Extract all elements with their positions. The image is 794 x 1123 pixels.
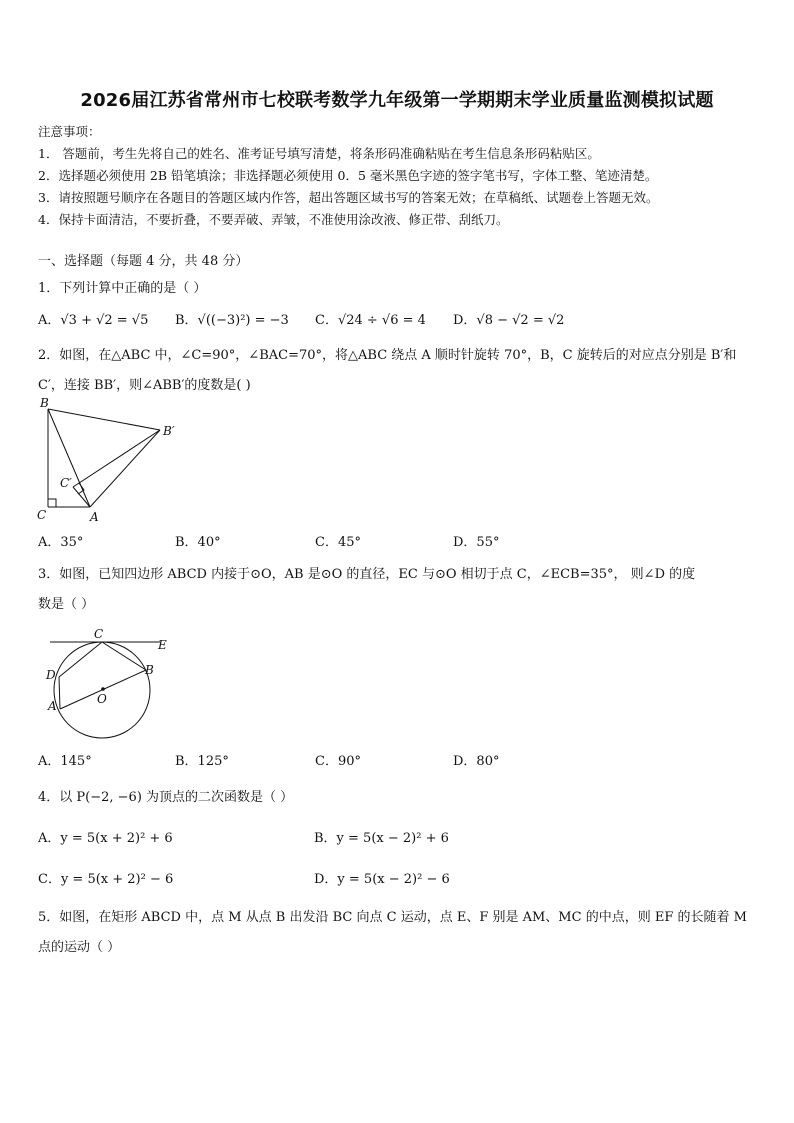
q3-option-d: D．80° <box>453 754 500 769</box>
label-c-prime: C′ <box>60 476 72 490</box>
question-3-stem-line1: 3．如图，已知四边形 ABCD 内接于⊙O，AB 是⊙O 的直径，EC 与⊙O 相切于点 C，∠ECB=35°， 则∠D 的度 <box>38 567 696 582</box>
segment-cb <box>102 642 146 670</box>
notice-item-4: 4．保持卡面清洁，不要折叠，不要弄破、弄皱，不准使用涂改液、修正带、刮纸刀。 <box>38 212 509 227</box>
q2-option-b: B．40° <box>175 535 221 550</box>
segment-bb-prime <box>48 409 160 430</box>
label-o: O <box>97 692 107 706</box>
label-b: B <box>40 396 49 410</box>
q1-option-d: D．√8 − √2 = √2 <box>453 313 565 328</box>
q1-option-a: A．√3 + √2 = √5 <box>38 313 149 328</box>
question-5-stem-line1: 5．如图，在矩形 ABCD 中，点 M 从点 B 出发沿 BC 向点 C 运动，点 E、F 别是 AM、MC 的中点，则 EF 的长随着 M <box>38 910 747 925</box>
notice-item-2: 2．选择题必须使用 2B 铅笔填涂；非选择题必须使用 0．5 毫米黑色字迹的签字笔书写，字体工整、笔迹清楚。 <box>38 168 658 183</box>
question-1-stem: 1．下列计算中正确的是（ ） <box>38 281 207 296</box>
label-c: C <box>94 627 104 641</box>
label-a: A <box>48 699 57 713</box>
q2-option-a: A．35° <box>38 535 84 550</box>
label-d: D <box>46 668 56 682</box>
q4-option-c: C．y = 5(x + 2)² − 6 <box>38 872 174 887</box>
q3-circle-figure <box>40 622 180 742</box>
q3-option-b: B．125° <box>175 754 229 769</box>
q1-option-c: C．√24 ÷ √6 = 4 <box>315 313 426 328</box>
segment-da <box>59 677 60 709</box>
right-angle-c <box>48 499 56 507</box>
q4-option-a: A．y = 5(x + 2)² + 6 <box>38 831 173 846</box>
notice-heading: 注意事项： <box>38 124 101 139</box>
question-3-stem-line2: 数是（ ） <box>38 597 95 612</box>
question-4-stem: 4．以 P(−2, −6) 为顶点的二次函数是（ ） <box>38 790 294 805</box>
segment-a-c-prime <box>73 487 90 507</box>
section-heading: 一、选择题（每题 4 分，共 48 分） <box>38 254 249 269</box>
q1-option-b: B．√((−3)²) = −3 <box>175 313 289 328</box>
center-point-o <box>101 687 105 691</box>
q2-option-d: D．55° <box>453 535 500 550</box>
label-e: E <box>158 638 167 652</box>
q3-option-a: A．145° <box>38 754 92 769</box>
question-5-stem-line2: 点的运动（ ） <box>38 940 121 955</box>
right-angle-c-prime <box>78 483 84 494</box>
q2-triangle-figure <box>30 395 190 525</box>
question-2-stem-line1: 2．如图，在△ABC 中，∠C=90°，∠BAC=70°，将△ABC 绕点 A 顺时针旋转 70°，B，C 旋转后的对应点分别是 B′和 <box>38 348 737 363</box>
label-a: A <box>90 510 99 524</box>
q4-option-b: B．y = 5(x − 2)² + 6 <box>314 831 449 846</box>
label-b: B <box>145 663 154 677</box>
segment-ab <box>48 409 90 507</box>
q4-option-d: D．y = 5(x − 2)² − 6 <box>314 872 450 887</box>
question-2-stem-line2: C′，连接 BB′，则∠ABB′的度数是( ) <box>38 378 251 393</box>
page-title: 2026届江苏省常州市七校联考数学九年级第一学期期末学业质量监测模拟试题 <box>80 90 714 111</box>
label-b-prime: B′ <box>163 424 175 438</box>
label-c: C <box>37 508 47 522</box>
notice-item-1: 1． 答题前，考生先将自己的姓名、准考证号填写清楚，将条形码准确粘贴在考生信息条形码粘贴区。 <box>38 146 600 161</box>
notice-item-3: 3．请按照题号顺序在各题目的答题区域内作答，超出答题区域书写的答案无效；在草稿纸、试题卷上答题无效。 <box>38 190 659 205</box>
q3-option-c: C．90° <box>315 754 361 769</box>
q2-option-c: C．45° <box>315 535 361 550</box>
